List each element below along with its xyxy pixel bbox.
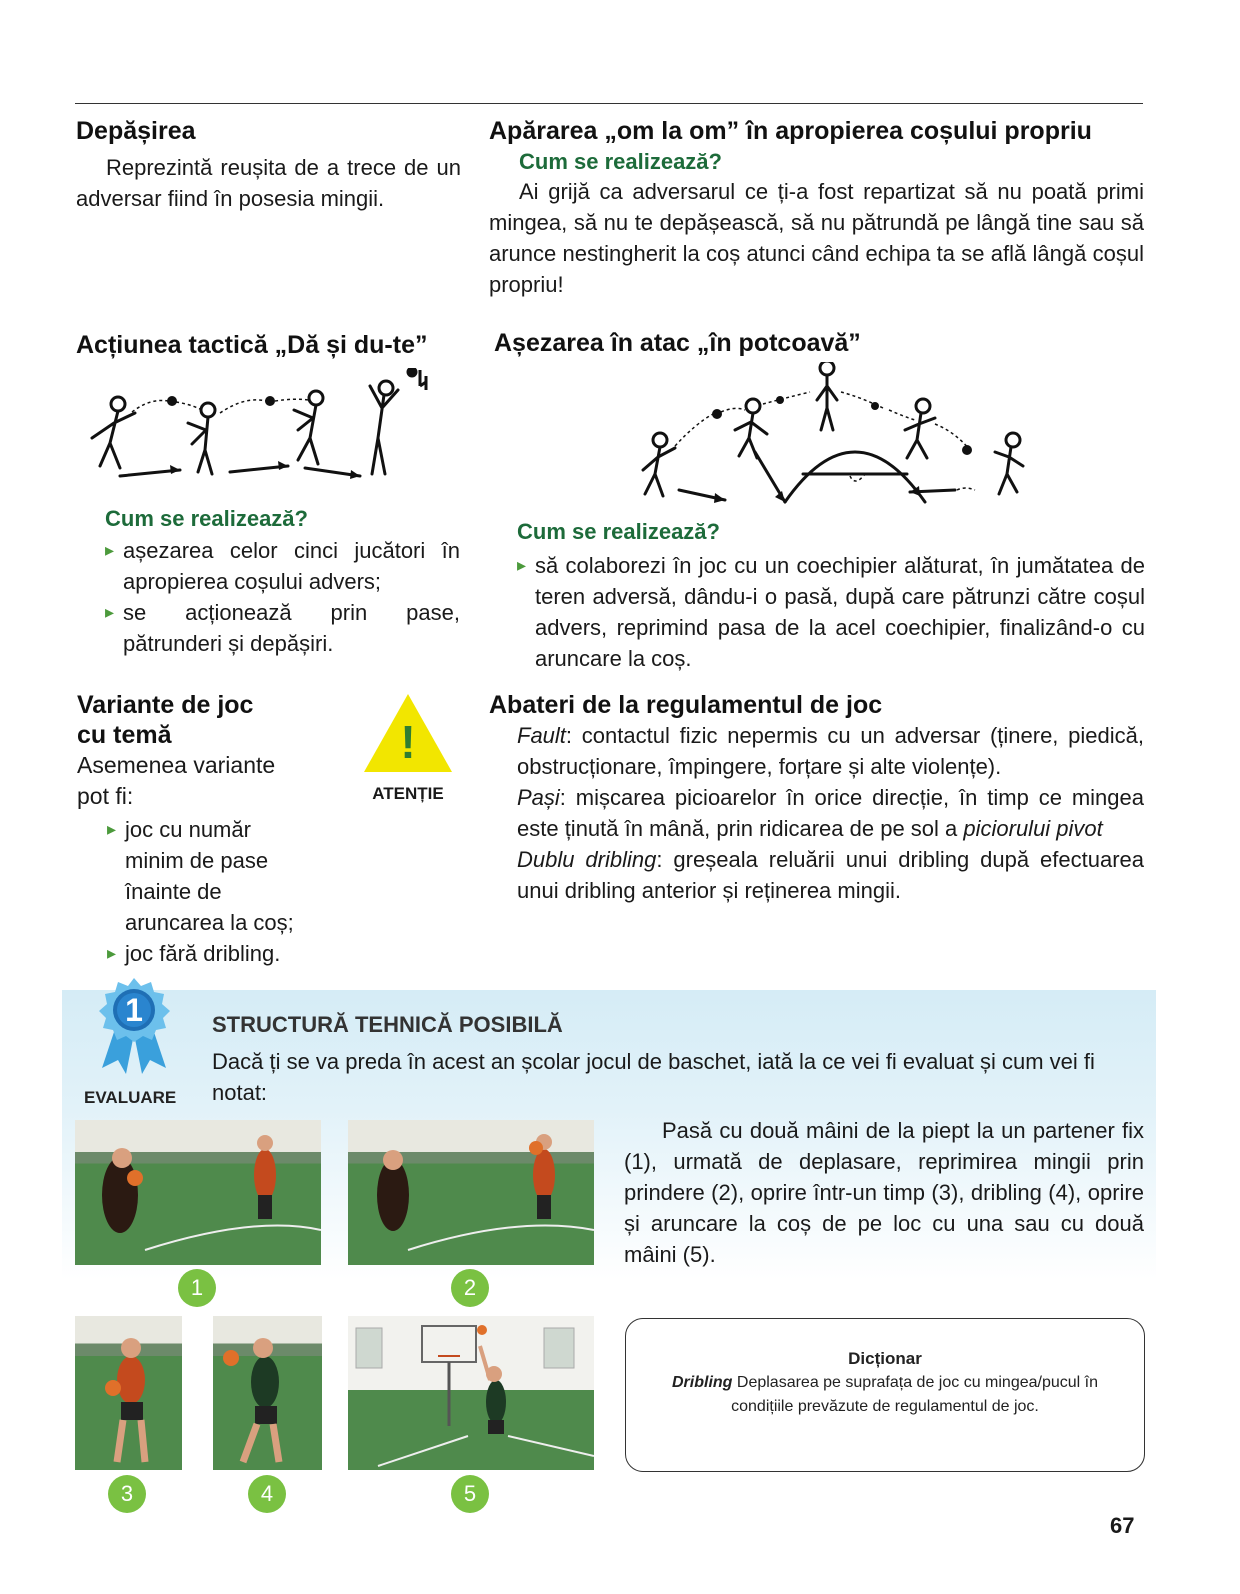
evaluare-description: Pasă cu două mâini de la piept la un partener fix (1), urmată de deplasare, reprimirea mingii prin prindere (2), oprire într-un timp (3), dribling (4), oprire și aruncare la coș de pe loc cu una sau cu două mâini (5). [624, 1118, 1144, 1267]
dictionary-entry [656, 1371, 1114, 1419]
atentie-label: ATENȚIE [372, 784, 444, 803]
aparare-subtitle: Cum se realizează? [519, 149, 722, 174]
photo-number: 3 [108, 1475, 146, 1513]
section-aparare [489, 116, 1144, 300]
potcoava-diagram [635, 362, 1045, 522]
abateri-def: contactul fizic nepermis cu un adversar (ținere, piedică, obstrucționare, împingere, forțare și alte violențe). [517, 723, 1144, 779]
evaluare-title: STRUCTURĂ TEHNICĂ POSIBILĂ [212, 1012, 563, 1037]
photo-dribble [213, 1316, 322, 1470]
potcoava-title [494, 328, 1094, 358]
variante-intro-1: Asemenea variante [77, 752, 276, 778]
badge-number: 1 [125, 992, 143, 1028]
da-si-dute-bullet: ▸ așezarea celor cinci jucători în apropierea coșului advers; [105, 535, 460, 597]
depasirea-title: Depășirea [76, 117, 196, 145]
photo-number: 2 [451, 1269, 489, 1307]
photo-catch [348, 1120, 594, 1265]
variante-title-1: Variante de joc [77, 691, 254, 719]
variante-bullet: ▸ joc fără dribling. [107, 938, 312, 969]
da-si-dute-heading: Acțiunea tactică „Dă și du-te” [76, 331, 428, 359]
da-si-dute-diagram [80, 368, 460, 498]
dictionary-definition: Deplasarea pe suprafața de joc cu mingea/pucul în condițiile prevăzute de regulamentul de joc. [731, 1374, 1098, 1415]
photo-number: 4 [248, 1475, 286, 1513]
section-variante [77, 690, 347, 969]
warning-symbol: ! [400, 716, 416, 768]
variante-bullet: ▸ joc cu număr minim de pase înainte de aruncarea la coș; [107, 814, 312, 938]
photo-number: 1 [178, 1269, 216, 1307]
depasirea-text: Reprezintă reușita de a trece de un adversar fiind în posesia mingii. [76, 155, 461, 211]
da-si-dute-title [76, 330, 476, 360]
photo-shot [348, 1316, 594, 1470]
evaluare-label: EVALUARE [84, 1088, 177, 1107]
photo-number: 5 [451, 1475, 489, 1513]
section-abateri [489, 690, 1144, 906]
abateri-def-italic: piciorului pivot [963, 816, 1103, 841]
evaluare-intro: Dacă ți se va preda în acest an școlar jocul de baschet, iată la ce vei fi evaluat și cum vei fi notat: [212, 1049, 1095, 1105]
section-potcoava [517, 518, 1145, 674]
da-si-dute-subtitle: Cum se realizează? [105, 506, 308, 531]
dictionary-box [625, 1318, 1145, 1472]
potcoava-subtitle: Cum se realizează? [517, 519, 720, 544]
variante-intro-2: pot fi: [77, 783, 134, 809]
page-number: 67 [1110, 1513, 1135, 1538]
da-si-dute-bullet: ▸ se acționează prin pase, pătrunderi și depășiri. [105, 597, 460, 659]
photo-pass [75, 1120, 321, 1265]
abateri-term: Fault [517, 723, 566, 748]
evaluation-badge-icon [96, 976, 172, 1074]
photo-stop [75, 1316, 182, 1470]
aparare-text: Ai grijă ca adversarul ce ți-a fost repartizat să nu poată primi mingea, să nu te depășească, să nu pătrundă pe lângă tine sau să arunce nestingherit la coș atunci când echipa ta se află lângă coșul propriu! [489, 179, 1144, 297]
potcoava-bullet: ▸ să colaborezi în joc cu un coechipier alăturat, în jumătatea de teren adversă, dându-i o pasă, după care pătrunzi către coșul advers, reprimind pasa de la acel coechipier, finalizând-o cu aruncare la coș. [517, 550, 1145, 674]
aparare-title: Apărarea „om la om” în apropierea coșului propriu [489, 117, 1092, 145]
abateri-item-pasi: Pași: mișcarea picioarelor în orice direcție, în timp ce mingea este ținută în mână, prin ridicarea de pe sol a piciorului pivot [517, 785, 1144, 841]
section-da-si-dute [105, 505, 460, 659]
abateri-item-fault: Fault: contactul fizic nepermis cu un adversar (ținere, piedică, obstrucționare, împingere, forțare și alte violențe). [517, 723, 1144, 779]
abateri-def: mișcarea picioarelor în orice direcție, în timp ce mingea este ținută în mână, prin ridicarea de pe sol a [517, 785, 1144, 841]
abateri-def: greșeala reluării unui dribling după efectuarea unui dribling anterior și reținerea mingii. [517, 847, 1144, 903]
dictionary-term: Dribling [672, 1374, 733, 1391]
abateri-term: Dublu dribling [517, 847, 657, 872]
potcoava-heading: Așezarea în atac „în potcoavă” [494, 329, 861, 357]
variante-title-2: cu temă [77, 721, 172, 749]
abateri-term: Pași [517, 785, 560, 810]
abateri-title: Abateri de la regulamentul de joc [489, 691, 883, 719]
warning-icon [360, 690, 456, 776]
dictionary-title: Dicționar [848, 1349, 922, 1368]
abateri-item-dublu: Dublu dribling: greșeala reluării unui dribling după efectuarea unui dribling anterior și reținerea mingii. [517, 847, 1144, 903]
section-depasirea [76, 116, 461, 214]
top-rule [75, 103, 1143, 104]
